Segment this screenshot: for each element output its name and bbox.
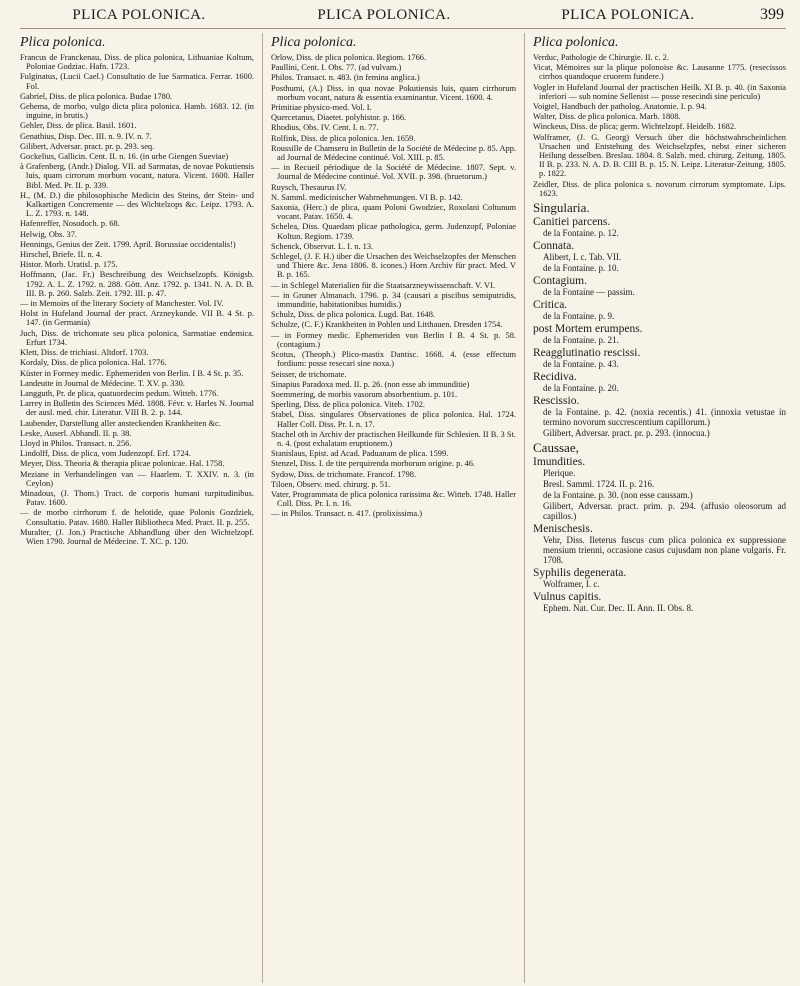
bibliography-entry: Scotus, (Theoph.) Plico-mastix Dantisc. 1668. 4. (esse effectum fordium: posse resecari sine noxa.) [271, 350, 516, 369]
section-heading: Imundities. [533, 456, 586, 469]
bibliography-entry: — in Formey medic. Ephemeriden von Berlin I B. 4 St. p. 58. (contagium.) [271, 330, 516, 349]
bibliography-entry: Laubender, Darstellung aller ansteckenden Krankheiten &c. [20, 418, 221, 428]
bibliography-entry: Lindolff, Diss. de plica, vom Judenzopf. Erf. 1724. [20, 449, 191, 459]
bibliography-entry: Sinapius Paradoxa med. II. p. 26. (non esse ab immunditie) [271, 379, 470, 389]
bibliography-entry: Paullini, Cent. I. Obs. 77. (ad vulvam.) [271, 63, 402, 73]
section-reference: de la Fontaine. p. 42. (noxia recentis.) 41. (innoxia vetustae in termino novorum succrescentium capillorum.) [543, 407, 786, 428]
bibliography-entry: à Grafenberg, (Andr.) Dialog. VII. ad Sarmatas, de novae Pokutiensis luis, quam cirrorum morbum vocant, natura. Vicent. 1600. Haller Bibl. Med. Pr. II. p. 339. [20, 162, 254, 190]
bibliography-entry: Langguth, Pr. de plica, quatuordecim pedum. Witteb. 1776. [20, 388, 219, 398]
bibliography-entry: — in Recueil périodique de la Société de Médecine. 1807. Sept. v. Journal de Médecine continué. Vol. XVII. p. 398. (bruetorum.) [271, 163, 516, 182]
bibliography-entry: Genathius, Disp. Dec. III. n. 9. IV. n. 7. [20, 131, 152, 141]
column-3 [524, 33, 786, 983]
bibliography-entry: Philos. Transact. n. 483. (in femina anglica.) [271, 73, 420, 83]
section-heading: Rescissio. [533, 395, 580, 408]
bibliography-entry: Histor. Morb. Uratisl. p. 175. [20, 260, 118, 270]
header-center: PLICA POLONICA. [317, 7, 451, 23]
bibliography-entry: Sperling, Diss. de plica polonica. Viteb. 1702. [271, 400, 426, 410]
bibliography-entry: — in Gruner Almanach. 1796. p. 34 (causari a piscibus semiputridis, immunditie, habitationibus humidis.) [271, 290, 516, 310]
bibliography-entry: Juch, Diss. de trichomate seu plica polonica, Sarmatiae endemica. Erfurt 1734. [20, 328, 254, 347]
bibliography-entry: Stenzel, Diss. I. de tite perquirenda morborum origine. p. 46. [271, 459, 475, 469]
bibliography-entry: Vogler in Hufeland Journal der practischen Heilk. XI B. p. 40. (in Saxonia inferiori — sub nomine Sellenist — posse resecindi sine periculo) [533, 82, 786, 101]
bibliography-entry: Muralter, (J. Jon.) Practische Abhandlung über den Wichtelzopf. Wien 1790. Journal de Médecine. T. XC. p. 120. [20, 527, 254, 546]
bibliography-entry: Küster in Formey medic. Ephemeriden von Berlin. I B. 4 St. p. 35. [20, 368, 244, 378]
section-heading: post Mortem erumpens. [533, 323, 643, 336]
bibliography-entry: Verduc, Pathologie de Chirurgie. II. c. 2. [533, 53, 669, 62]
bibliography-entry: Helwig, Obs. 37. [20, 229, 77, 239]
bibliography-entry: Winckeus, Diss. de plica; germ. Wichtelzopf. Heidelb. 1682. [533, 122, 737, 132]
section-heading: Reagglutinatio rescissi. [533, 347, 641, 360]
section-heading: Contagium. [533, 275, 587, 288]
header-left: PLICA POLONICA. [72, 7, 206, 23]
bibliography-entry: Meziane in Verhandelingen van — Haarlem. T. XXIV. n. 3. (in Ceylon) [20, 469, 254, 488]
section-reference: Ephem. Nat. Cur. Dec. II. Ann. II. Obs. 8. [543, 603, 694, 614]
section-reference: Bresl. Samml. 1724. II. p. 216. [543, 479, 655, 490]
bibliography-entry: Schulze, (C. F.) Krankheiten in Pohlen und Litthauen. Dresden 1754. [271, 320, 503, 330]
bibliography-entry: Hirschel, Briefe. II. n. 4. [20, 250, 103, 260]
section-reference: de la Fontaine. p. 21. [543, 335, 619, 346]
bibliography-entry: Stanislaus, Epist. ad Acad. Paduanam de plica. 1599. [271, 449, 449, 459]
bibliography-entry: Larrey in Bulletin des Sciences Méd. 1808. Févr. v. Harles N. Journal der ausl. med. chir. Literatur. VIII B. 2. p. 144. [20, 399, 254, 418]
bibliography-entry: N. Samml. medicinischer Wahrnehmungen. VI B. p. 142. [271, 192, 463, 202]
bibliography-entry: Meyer, Diss. Theoria & therapia plicae polonicae. Hal. 1758. [20, 459, 225, 469]
bibliography-entry: Wolframer, (J. G. Georg) Versuch über die höchstwahrscheinlichen Ursachen und Entstehung des Weichselzpfes, nebst einer sicheren Heilung desselben. Breslau. 1804. 8. Salzb. med. chirurg. Zeitung. 1805. II B. p. 233. N. A. D. B. CIII B. p. 15. N. Leipz. Literatur-Zeitung. 1805. p. 1822. [533, 132, 786, 179]
bibliography-entry: Posthumi, (A.) Diss. in qua novae Pokutiensis luis, quam cirrhorum morbum vocant, natura & essentia examinantur. Vicent. 1600. 4. [271, 83, 516, 102]
bibliography-entry: Rolfink, Diss. de plica polonica. Jen. 1659. [271, 133, 416, 143]
bibliography-entry: Zeidler, Diss. de plica polonica s. novorum cirrorum symptomate. Lips. 1623. [533, 179, 786, 198]
section-heading: Menischesis. [533, 523, 593, 536]
bibliography-entry: Vater, Programmata de plica polonica rarissima &c. Witteb. 1748. Haller Coll. Diss. Pr. I. n. 16. [271, 489, 516, 509]
bibliography-entry: Gehema, de morbo, vulgo dicta plica polonica. Hamb. 1683. 12. (in inguine, in brutis.) [20, 102, 254, 121]
bibliography-entry: Klett, Diss. de trichiasi. Altdorf. 1703. [20, 348, 149, 358]
section-heading: Syphilis degenerata. [533, 567, 627, 580]
bibliography-entry: Sydow, Diss. de trichomate. Francof. 1798. [271, 469, 417, 479]
bibliography-entry: — in Memoirs of the literary Society of Manchester. Vol. IV. [20, 299, 224, 309]
section-reference: Wolframer, I. c. [543, 579, 600, 590]
bibliography-entry: Seisser, de trichomate. [271, 369, 347, 379]
bibliography-entry: Ruysch, Thesaurus IV. [271, 182, 347, 192]
bibliography-entry: H., (M. D.) die philosophische Medicin des Steins, der Stein- und Kalkartigen Concremente — des Wichtelzops &c. Leipz. 1793. A. L. Z. 1793. n. 148. [20, 190, 254, 219]
bibliography-entry: Schenck, Observat. L. I. n. 13. [271, 241, 374, 251]
section-reference: de la Fontaine. p. 43. [543, 359, 619, 370]
bibliography-entry: Tiloen, Observ. med. chirurg. p. 51. [271, 479, 391, 489]
bibliography-entry: Soemmering, de morbis vasorum absorbentium. p. 101. [271, 389, 458, 399]
page-number: 399 [760, 6, 784, 23]
bibliography-entry: Landeutte in Journal de Médecine. T. XV. p. 330. [20, 378, 185, 388]
bibliography-entry: Stabel, Diss. singulares Observationes de plica polonica. Hal. 1724. Haller Coll. Diss. Pr. I. n. 17. [271, 410, 516, 429]
section-heading: Caussae, [533, 440, 579, 456]
bibliography-entry: Orlow, Diss. de plica polonica. Regiom. 1766. [271, 53, 427, 62]
bibliography-entry: Leske, Auserl. Abhandl. II. p. 38. [20, 428, 132, 438]
bibliography-entry: Holst in Hufeland Journal der pract. Arzneykunde. VII B. 4 St. p. 147. (in Germania) [20, 309, 254, 328]
bibliography-entry: Roussille de Chamseru in Bulletin de la Société de Médecine p. 85. App. ad Journal de Médecine continué. Vol. XIII. p. 85. [271, 143, 516, 163]
bibliography-entry: Gabriel, Diss. de plica polonica. Budae 1780. [20, 91, 173, 101]
section-reference: Gilibert, Adversar. pract. prim. p. 294. (affusio oleosorum ad capillos.) [543, 501, 786, 522]
bibliography-entry: Quercetanus, Diaetet. polyhistor. p. 166. [271, 113, 407, 123]
bibliography-entry: Schulz, Diss. de plica polonica. Lugd. Bat. 1648. [271, 310, 435, 320]
section-reference: Vehr, Diss. Ileterus fuscus cum plica polonica ex suppressione mensium trienni, occasione casus cujusdam non plane vulgaris. Fr. 1708. [543, 535, 786, 566]
bibliography-entry: Schlegel, (J. F. H.) über die Ursachen des Weichselzopfes der Menschen und Thiere &c. Jena 1806. 8. icones.) Horn Archiv für pract. Med. V B. p. 165. [271, 252, 516, 280]
bibliography-entry: Lloyd in Philos. Transact. n. 256. [20, 438, 132, 448]
section-heading: Connata. [533, 240, 575, 253]
bibliography-entry: — in Philos. Transact. n. 417. (prolixissima.) [271, 509, 422, 519]
bibliography-entry: Minadous, (J. Thom.) Tract. de corporis humani turpitudinibus. Patav. 1600. [20, 488, 254, 508]
section-reference: de la Fontaine. p. 20. [543, 383, 619, 394]
section-heading: Recidiva. [533, 371, 577, 384]
bibliography-entry: Rhodius, Obs. IV. Cent. I. n. 77. [271, 123, 379, 133]
bibliography-entry: Primitiae physico-med. Vol. I. [271, 103, 372, 113]
bibliography-entry: Kordaly, Diss. de plica polonica. Hal. 1776. [20, 358, 167, 368]
section-heading: Canitiei parcens. [533, 216, 611, 229]
bibliography-entry: Hoffmann, (Jac. Fr.) Beschreibung des Weichselzopfs. Königsb. 1792. A. L. Z. 1792. n. 288. Gött. Anz. 1792. p. 1341. N. A. D. B. III. B. p. 260. Salzb. Zeit. 1792. III. p. 47. [20, 270, 254, 298]
bibliography-entry: Schelea, Diss. Quaedam plicae pathologica, germ. Judenzopf, Poloniae Koltun. Regiom. 1739. [271, 222, 516, 241]
bibliography-entry: Francus de Franckenau, Diss. de plica polonica, Lithuaniae Koltum, Poloniae Godziac. Hafn. 1723. [20, 53, 254, 72]
column-title: Plica polonica. [271, 35, 357, 50]
bibliography-entry: Hafenreffer, Nosodoch. p. 68. [20, 219, 120, 229]
bibliography-entry: Gilibert, Adversar. pract. pr. p. 293. seq. [20, 141, 155, 151]
columns [20, 33, 786, 983]
column-1 [20, 33, 262, 983]
bibliography-entry: Vicat, Mémoires sur la plique polonoise &c. Lausanne 1775. (resecissos cirrhos quandoque cruorem fundere.) [533, 63, 786, 82]
section-reference: de la Fontaine. p. 30. (non esse caussam.) [543, 490, 693, 501]
section-reference: Plerique. [543, 468, 576, 479]
bibliography-entry: Saxonia, (Herc.) de plica, quam Poloni Gwodziec, Roxolani Coltunum vocant. Patav. 1650. 4. [271, 203, 516, 222]
section-reference: de la Fontaine — passim. [543, 287, 635, 298]
column-title: Plica polonica. [20, 35, 106, 50]
bibliography-entry: Hennings, Genius der Zeit. 1799. April. Borussiae occidentalis!) [20, 239, 236, 249]
bibliography-entry: Walter, Diss. de plica polonica. Marb. 1808. [533, 112, 681, 122]
running-header [20, 6, 786, 29]
section-heading: Vulnus capitis. [533, 591, 602, 604]
bibliography-entry: — de morbo cirrhorum f. de helotide, quae Polonis Gozdziek, Consultatio. Patav. 1680. Haller Bibliotheca Med. Pract. II. p. 255. [20, 508, 254, 527]
header-right: PLICA POLONICA. [561, 7, 695, 23]
bibliography-entry: Fulginatus, (Lucii Cael.) Consultatio de lue Sarmatica. Ferrar. 1600. Fol. [20, 72, 254, 91]
bibliography-entry: Stachel oth in Archiv der practischen Heilkunde für Schlesien. II B. 3 St. n. 4. (post exhalatam eruptionem.) [271, 429, 516, 448]
section-heading: Critica. [533, 299, 568, 312]
section-reference: Alibert, I. c. Tab. VII. [543, 252, 622, 263]
bibliography-entry: — in Schlegel Materialien für die Staatsarzneywissenschaft. V. VI. [271, 280, 495, 290]
column-2 [262, 33, 524, 983]
section-reference: de la Fontaine. p. 12. [543, 228, 619, 239]
bibliography-entry: Voigtel, Handbuch der patholog. Anatomie. I. p. 94. [533, 102, 707, 112]
bibliography-entry: Gehler, Diss. de plica. Basil. 1601. [20, 121, 137, 131]
bibliography-entry: Gockelius, Gallicin. Cent. II. n. 16. (in urbe Giengen Sueviae) [20, 152, 229, 162]
section-heading: Singularia. [533, 200, 590, 216]
section-reference: de la Fontaine. p. 9. [543, 311, 615, 322]
column-title: Plica polonica. [533, 35, 619, 50]
section-reference: Gilibert, Adversar. pract. pr. p. 293. (innocua.) [543, 428, 710, 439]
section-reference: de la Fontaine. p. 10. [543, 263, 619, 274]
